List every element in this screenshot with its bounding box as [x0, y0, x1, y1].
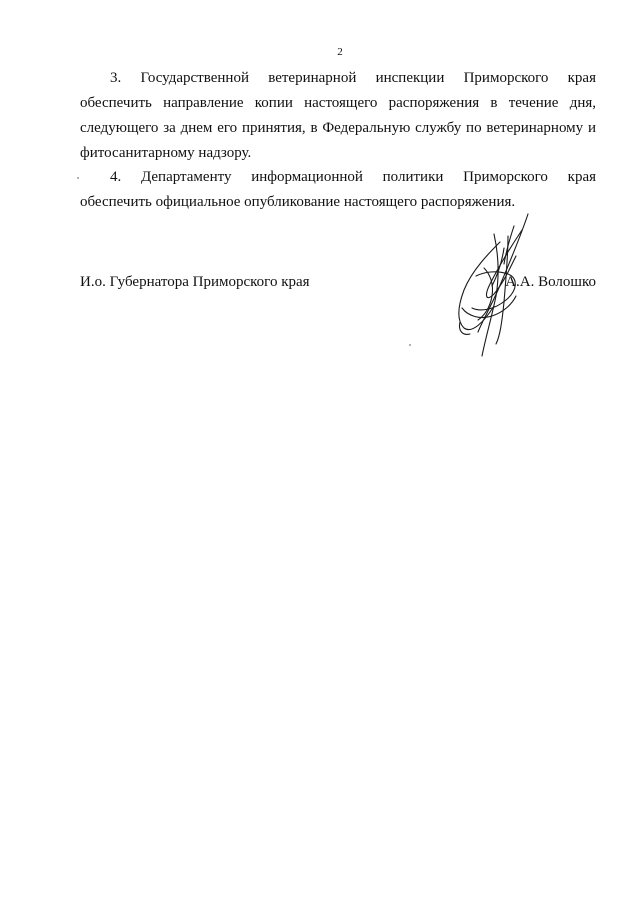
page-number: 2 [337, 46, 343, 58]
paragraph-3-line-1: 3. Государственной ветеринарной инспекции Приморского края [110, 70, 596, 86]
scan-speck [409, 344, 411, 346]
signatory-title: И.о. Губернатора Приморского края [80, 274, 310, 290]
handwritten-signature [438, 212, 556, 362]
scan-speck [77, 177, 79, 179]
paragraph-4-line-2: обеспечить официальное опубликование настоящего распоряжения. [80, 194, 516, 210]
paragraph-3-line-4: фитосанитарному надзору. [80, 145, 252, 161]
paragraph-3-line-2: обеспечить направление копии настоящего распоряжения в течение дня, [80, 95, 596, 111]
paragraph-3-line-3: следующего за днем его принятия, в Федеральную службу по ветеринарному и [80, 120, 596, 136]
paragraph-4 [80, 165, 596, 215]
signatory-name: А.А. Волошко [505, 274, 596, 290]
paragraph-3 [80, 66, 596, 166]
paragraph-4-line-1: 4. Департаменту информационной политики Приморского края [110, 169, 596, 185]
